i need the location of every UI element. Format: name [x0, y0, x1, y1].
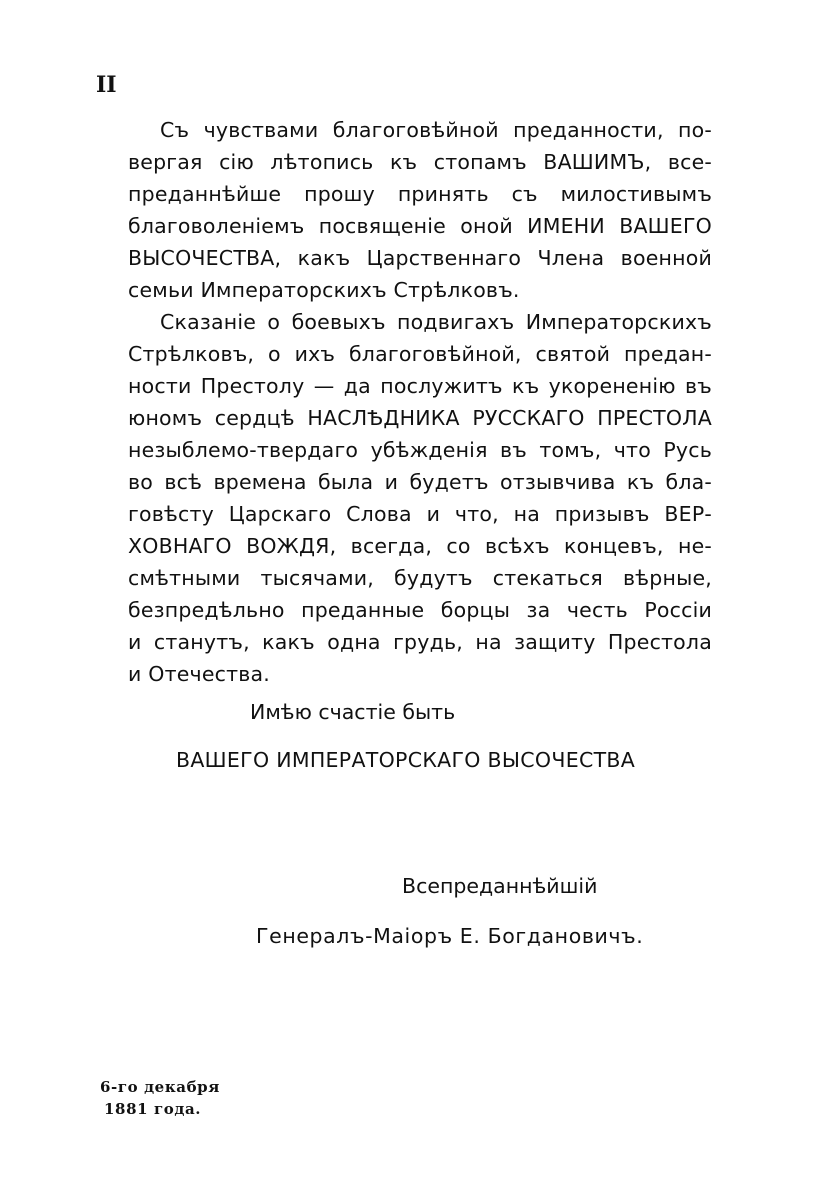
- text-line: благоволеніемъ посвященіе оной ИМЕНИ ВАШЕГО: [128, 214, 712, 238]
- paragraph-2: [96, 306, 712, 690]
- text-line: Съ чувствами благоговѣйной преданности, по-: [160, 118, 712, 142]
- date-day: 6-го декабря: [100, 1078, 220, 1096]
- text-line: смѣтными тысячами, будутъ стекаться вѣрные,: [128, 566, 712, 590]
- signoff-author: Генералъ-Маіоръ Е. Богдановичъ.: [256, 924, 644, 948]
- date-year: 1881 года.: [104, 1100, 202, 1118]
- text-line: ХОВНАГО ВОЖДЯ, всегда, со всѣхъ концевъ, не-: [128, 534, 712, 558]
- page-number: II: [96, 72, 117, 98]
- text-line: говѣсту Царскаго Слова и что, на призывъ ВЕР-: [128, 502, 712, 526]
- text-line: ности Престолу — да послужитъ къ укорененію въ: [128, 374, 712, 398]
- text-line: и станутъ, какъ одна грудь, на защиту Престола: [128, 630, 712, 654]
- text-line: юномъ сердцѣ НАСЛѢДНИКА РУССКАГО ПРЕСТОЛА: [128, 406, 712, 430]
- text-line: вергая сію лѣтопись къ стопамъ ВАШИМЪ, все-: [128, 150, 712, 174]
- closing-address: ВАШЕГО ИМПЕРАТОРСКАГО ВЫСОЧЕСТВА: [176, 748, 636, 772]
- dedication-body: [96, 114, 712, 690]
- date-block: [100, 1076, 220, 1120]
- text-line: Стрѣлковъ, о ихъ благоговѣйной, святой предан-: [128, 342, 712, 366]
- text-line: семьи Императорскихъ Стрѣлковъ.: [128, 278, 520, 302]
- text-line: во всѣ времена была и будетъ отзывчива къ бла-: [128, 470, 712, 494]
- text-line: незыблемо-твердаго убѣжденія въ томъ, что Русь: [128, 438, 712, 462]
- paragraph-1: [96, 114, 712, 306]
- text-line: ВЫСОЧЕСТВА, какъ Царственнаго Члена военной: [128, 246, 712, 270]
- signoff-title: Всепреданнѣйшій: [402, 874, 598, 898]
- text-line: Сказаніе о боевыхъ подвигахъ Императорскихъ: [160, 310, 712, 334]
- text-line: и Отечества.: [128, 662, 271, 686]
- text-line: преданнѣйше прошу принять съ милостивымъ: [128, 182, 712, 206]
- text-line: безпредѣльно преданные борцы за честь Россіи: [128, 598, 712, 622]
- closing-salutation: Имѣю счастіе быть: [250, 700, 456, 724]
